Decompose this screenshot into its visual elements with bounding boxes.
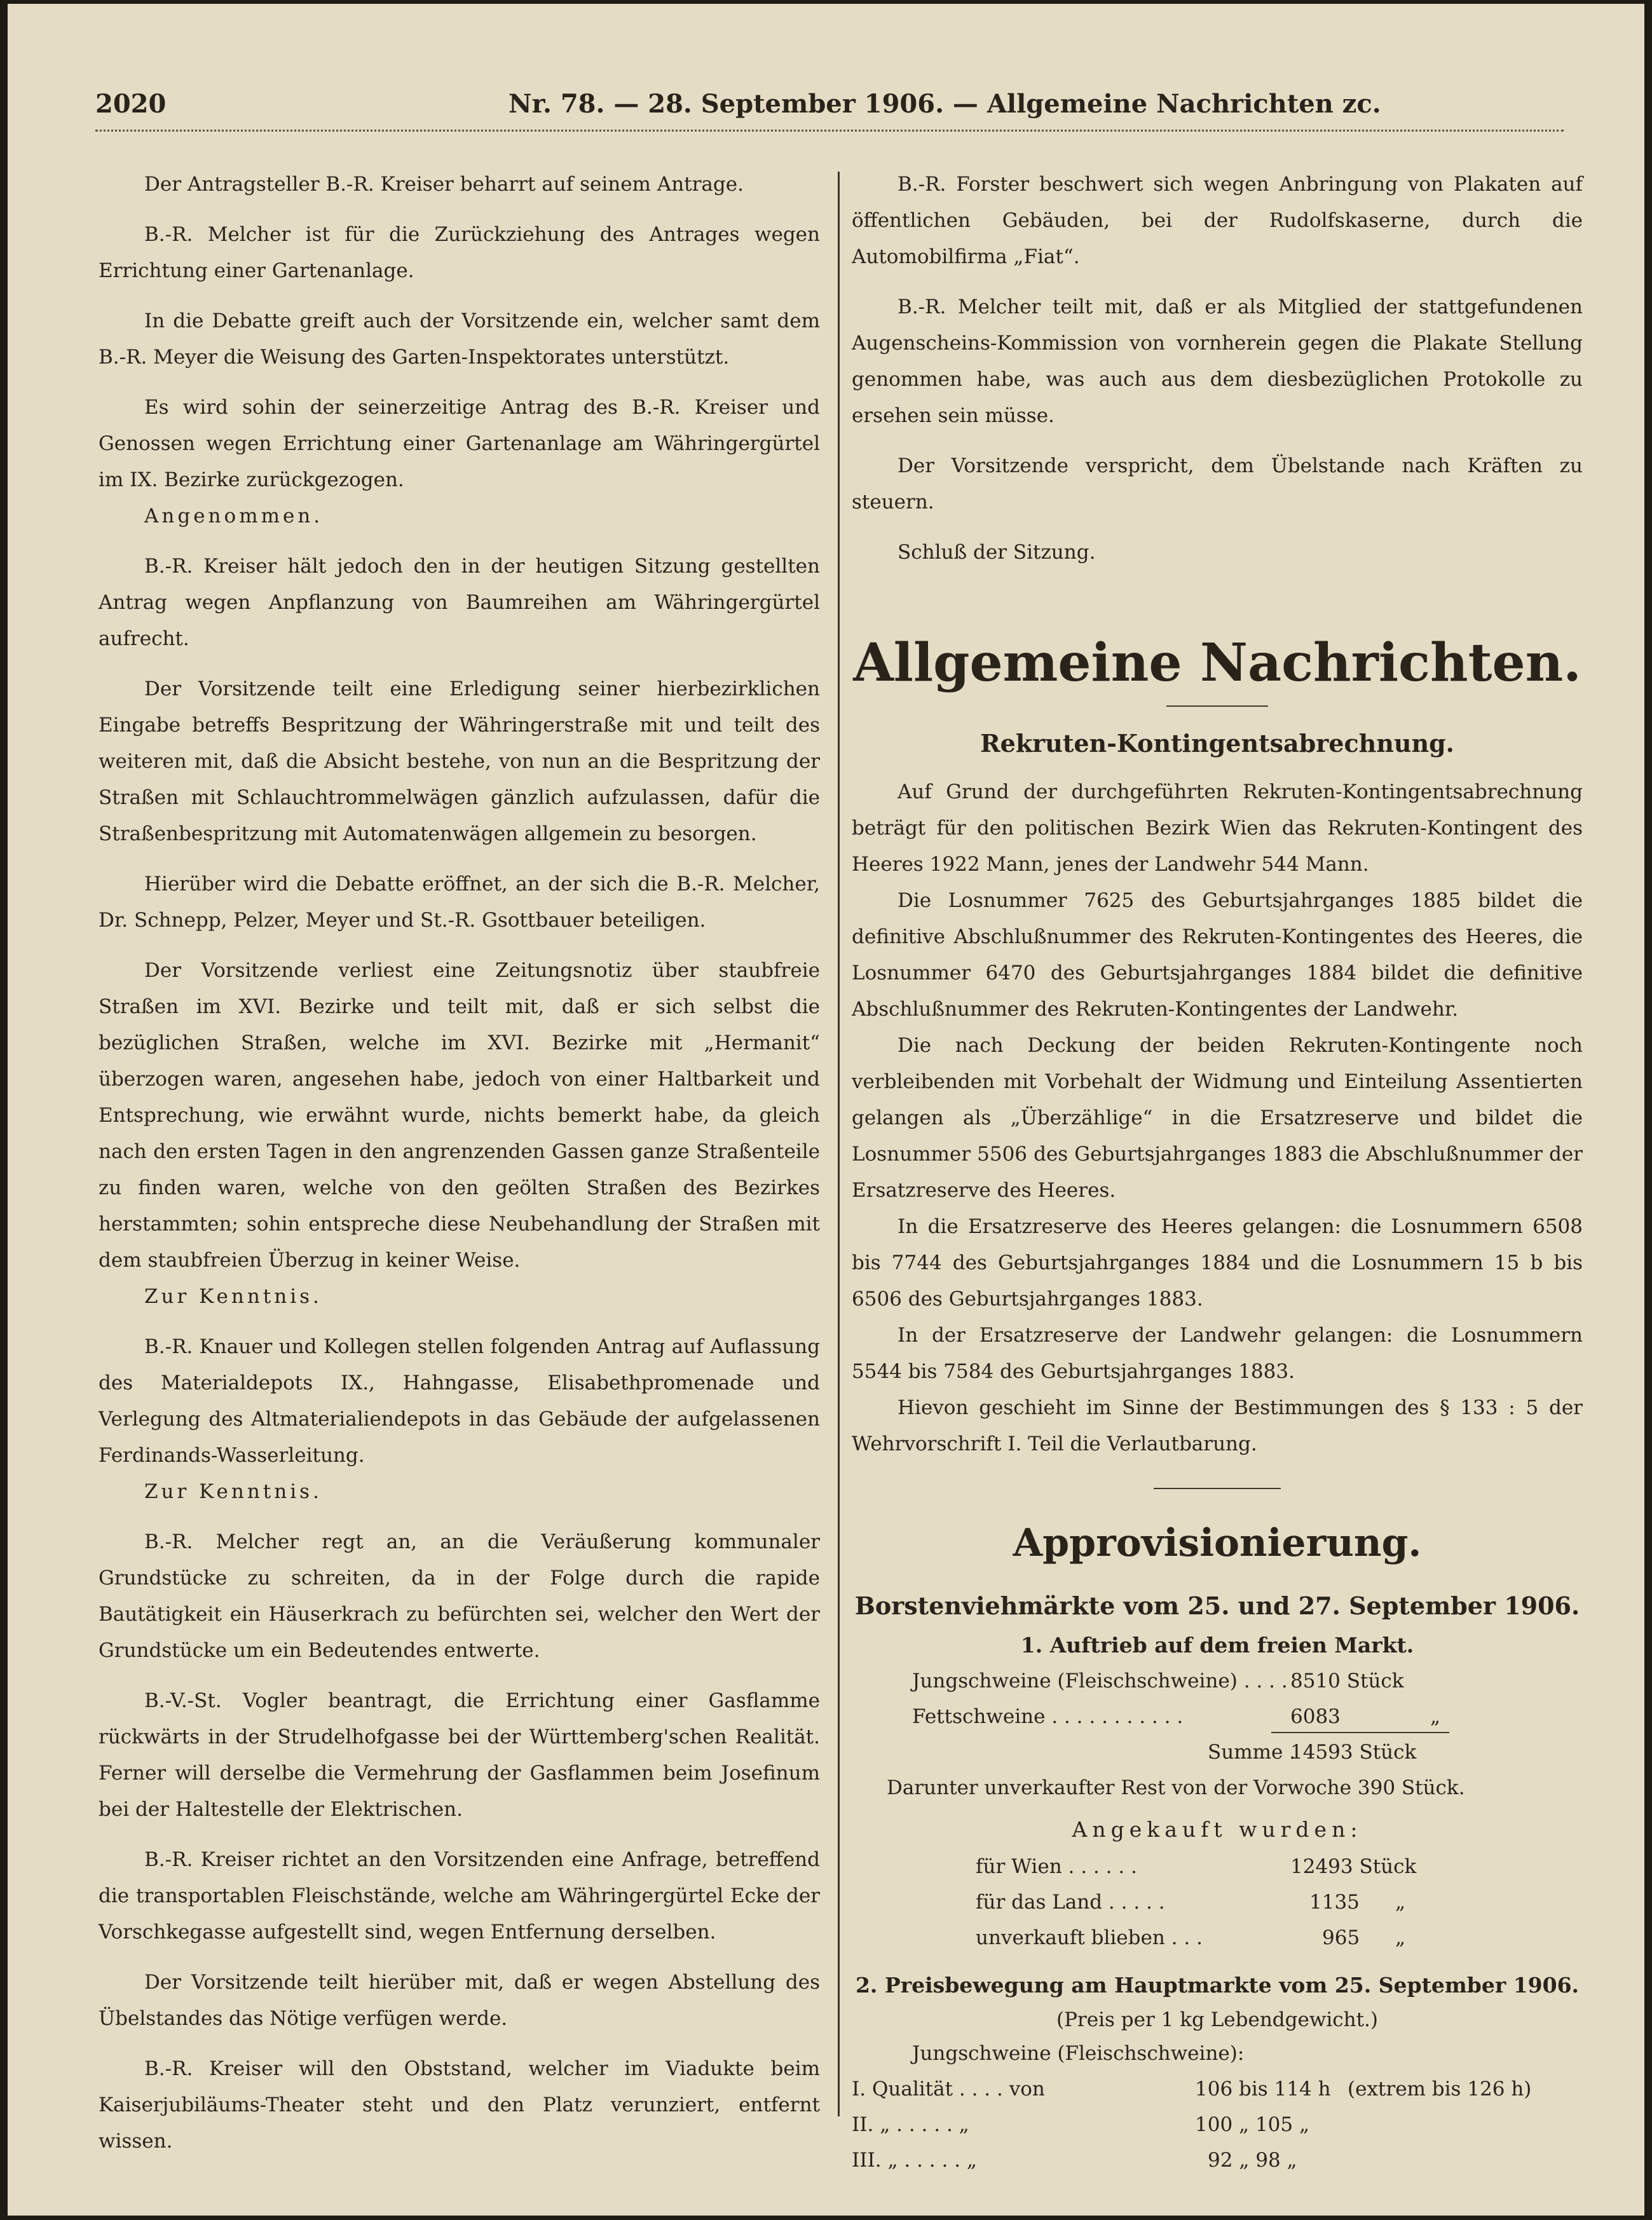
page-header <box>95 89 1564 127</box>
paragraph: B.-R. Kreiser hält jedoch den in der heutigen Sitzung gestellten Antrag wegen Anpflanzung von Baumreihen am Währingergürtel aufrecht. <box>99 555 820 650</box>
paragraph: In die Debatte greift auch der Vorsitzende ein, welcher samt dem B.-R. Meyer die Weisung des Garten-Inspektorates unterstützt. <box>99 310 820 369</box>
resolution-note: Zur Kenntnis. <box>144 1285 322 1308</box>
paragraph: B.-R. Melcher teilt mit, daß er als Mitglied der stattgefundenen Augenscheins-Kommission von vornherein gegen die Plakate Stellung genommen habe, was auch aus dem diesbezüglichen Protokolle zu ersehen sein müsse. <box>852 296 1583 427</box>
subsection-heading: 2. Preisbewegung am Hauptmarkte vom 25. September 1906. <box>855 1973 1580 1998</box>
table-row <box>852 2107 1583 2142</box>
market-heading: Borstenviehmärkte vom 25. und 27. September 1906. <box>854 1591 1580 1620</box>
section-heading: Approvisionierung. <box>1013 1521 1422 1565</box>
row-value: 8510 Stück <box>1290 1670 1404 1692</box>
row-extreme: (extrem bis 126 h) <box>1348 2078 1532 2101</box>
sum-rule <box>1271 1732 1449 1733</box>
header-rule <box>95 130 1564 132</box>
row-unit: „ <box>1395 1926 1406 1949</box>
paragraph: B.-V.-St. Vogler beantragt, die Errichtung einer Gasflamme rückwärts in der Strudelhofgasse bei der Württemberg'schen Realität. Ferner will derselbe die Vermehrung der Gasflammen beim Josefinum bei der Haltestelle der Elektrischen. <box>99 1689 820 1821</box>
table-row <box>852 2142 1583 2178</box>
divider <box>1154 1488 1281 1489</box>
row-value: 1135 <box>1309 1891 1360 1914</box>
row-value: 965 <box>1322 1926 1360 1949</box>
row-value: 92 „ 98 „ <box>1208 2149 1297 2172</box>
supply-table <box>852 1663 1583 1806</box>
row-unit: „ <box>1430 1705 1441 1728</box>
paragraph: In die Ersatzreserve des Heeres gelangen: die Losnummern 6508 bis 7744 des Geburtsjahrganges 1884 und die Losnummern 15 b bis 6506 des Geburtsjahrganges 1883. <box>852 1215 1583 1311</box>
row-label: Jungschweine (Fleischschweine) . . . . <box>912 1670 1288 1692</box>
paragraph: B.-R. Kreiser will den Obststand, welcher im Viadukte beim Kaiserjubiläums-Theater steht und den Platz verunziert, entfernt wissen. <box>99 2057 820 2153</box>
sum-label: Summe . <box>1208 1741 1296 1764</box>
row-unit: „ <box>1395 1891 1406 1914</box>
row-label: III. „ . . . . . „ <box>852 2149 977 2172</box>
table-row <box>852 1920 1583 1956</box>
paragraph: Der Antragsteller B.-R. Kreiser beharrt auf seinem Antrage. <box>144 173 744 196</box>
table-row <box>852 1663 1583 1699</box>
sum-value: 14593 Stück <box>1290 1741 1417 1764</box>
row-value: 106 bis 114 h <box>1195 2078 1331 2101</box>
resolution-note: Angenommen. <box>144 505 324 528</box>
paragraph: Der Vorsitzende verliest eine Zeitungsnotiz über staubfreie Straßen im XVI. Bezirke und teilt mit, daß er sich selbst die bezüglichen Straßen, welche im XVI. Bezirke mit „Hermanit“ überzogen waren, angesehen habe, jedoch von einer Haltbarkeit und Entsprechung, wie erwähnt wurde, nichts bemerkt habe, da gleich nach den ersten Tagen in den angrenzenden Gassen ganze Straßenteile zu finden waren, welche von den geölten Straßen des Bezirkes herstammten; sohin entspreche diese Neubehandlung der Straßen mit dem staubfreien Überzug in keiner Weise. <box>99 959 820 1272</box>
paragraph: B.-R. Melcher ist für die Zurückziehung des Antrages wegen Errichtung einer Gartenanlage. <box>99 223 820 282</box>
row-value: 12493 Stück <box>1290 1855 1417 1878</box>
table-row <box>852 1699 1583 1734</box>
subsection-heading: 1. Auftrieb auf dem freien Markt. <box>1020 1633 1414 1658</box>
paragraph: B.-R. Melcher regt an, an die Veräußerung kommunaler Grundstücke zu schreiten, da in der Folge durch die rapide Bautätigkeit ein Häuserkrach zu befürchten sei, welcher den Wert der Grundstücke um ein Bedeutendes entwerte. <box>99 1530 820 1662</box>
paragraph: Die nach Deckung der beiden Rekruten-Kontingente noch verbleibenden mit Vorbehalt der Widmung und Einteilung Assentierten gelangen als „Überzählige“ in die Ersatzreserve und bildet die Losnummer 5506 des Geburtsjahrganges 1883 die Abschlußnummer der Ersatzreserve des Heeres. <box>852 1034 1583 1202</box>
resolution-note: Zur Kenntnis. <box>144 1480 322 1503</box>
table-row <box>852 1734 1583 1770</box>
table-row <box>852 1770 1583 1806</box>
paragraph: Hievon geschieht im Sinne der Bestimmungen des § 133 : 5 der Wehrvorschrift I. Teil die Verlautbarung. <box>852 1396 1583 1455</box>
row-label: I. Qualität . . . . von <box>852 2078 1045 2101</box>
divider <box>1166 705 1268 707</box>
row-value: 100 „ 105 „ <box>1195 2113 1310 2136</box>
paragraph: Der Vorsitzende teilt eine Erledigung seiner hierbezirklichen Eingabe betreffs Bespritzung der Währingerstraße mit und teilt des weiteren mit, daß die Absicht bestehe, von nun an die Bespritzung der Straßen mit Schlauchtrommelwägen gänzlich aufzulassen, dafür die Straßenbespritzung mit Automatenwägen allgemein zu besorgen. <box>99 678 820 845</box>
row-label: für das Land . . . . . <box>976 1891 1165 1914</box>
paragraph: B.-R. Kreiser richtet an den Vorsitzenden eine Anfrage, betreffend die transportablen Fleischstände, welche am Währingergürtel Ecke der Vorschkegasse aufgestellt sind, wegen Entfernung derselben. <box>99 1848 820 1944</box>
paragraph: B.-R. Forster beschwert sich wegen Anbringung von Plakaten auf öffentlichen Gebäuden, bei der Rudolfskaserne, durch die Automobilfirma „Fiat“. <box>852 173 1583 268</box>
paragraph: B.-R. Knauer und Kollegen stellen folgenden Antrag auf Auflassung des Materialdepots IX., Hahngasse, Elisabethpromenade und Verlegung des Altmaterialiendepots in das Gebäude der aufgelassenen Ferdinands-Wasserleitung. <box>99 1335 820 1467</box>
price-note: (Preis per 1 kg Lebendgewicht.) <box>1056 2008 1379 2031</box>
purchase-table <box>852 1849 1583 1956</box>
page-number: 2020 <box>95 89 167 119</box>
paragraph: Der Vorsitzende verspricht, dem Übelstande nach Kräften zu steuern. <box>852 454 1583 514</box>
column-divider <box>838 172 840 2116</box>
row-label: Fettschweine . . . . . . . . . . . <box>912 1705 1184 1728</box>
paragraph: Es wird sohin der seinerzeitige Antrag des B.-R. Kreiser und Genossen wegen Errichtung einer Gartenanlage am Währingergürtel im IX. Bezirke zurückgezogen. <box>99 396 820 491</box>
paragraph: Die Losnummer 7625 des Geburtsjahrganges 1885 bildet die definitive Abschlußnummer des Rekruten-Kontingentes des Heeres, die Losnummer 6470 des Geburtsjahrganges 1884 bildet die definitive Abschlußnummer des Rekruten-Kontingentes der Landwehr. <box>852 889 1583 1021</box>
right-column <box>852 167 1583 2178</box>
table-row <box>852 2071 1583 2107</box>
rest-note: Darunter unverkaufter Rest von der Vorwoche 390 Stück. <box>887 1776 1465 1799</box>
paragraph: Schluß der Sitzung. <box>898 541 1096 564</box>
header-title: Nr. 78. — 28. September 1906. — Allgemeine Nachrichten zc. <box>509 89 1381 119</box>
paragraph: Hierüber wird die Debatte eröffnet, an der sich die B.-R. Melcher, Dr. Schnepp, Pelzer, Meyer und St.-R. Gsottbauer beteiligen. <box>99 873 820 932</box>
article-heading: Rekruten-Kontingentsabrechnung. <box>980 729 1454 758</box>
paragraph: In der Ersatzreserve der Landwehr gelangen: die Losnummern 5544 bis 7584 des Geburtsjahrganges 1883. <box>852 1324 1583 1383</box>
row-label: II. „ . . . . . „ <box>852 2113 969 2136</box>
table-row <box>852 1884 1583 1920</box>
purchase-heading: Angekauft wurden: <box>1072 1817 1363 1842</box>
row-label: unverkauft blieben . . . <box>976 1926 1203 1949</box>
category-label: Jungschweine (Fleischschweine): <box>912 2042 1245 2065</box>
table-row <box>852 1849 1583 1884</box>
left-column <box>99 167 820 2174</box>
paragraph: Auf Grund der durchgeführten Rekruten-Kontingentsabrechnung beträgt für den politischen Bezirk Wien das Rekruten-Kontingent des Heeres 1922 Mann, jenes der Landwehr 544 Mann. <box>852 780 1583 876</box>
section-heading: Allgemeine Nachrichten. <box>853 632 1581 693</box>
row-value: 6083 <box>1290 1705 1341 1728</box>
paragraph: Der Vorsitzende teilt hierüber mit, daß er wegen Abstellung des Übelstandes das Nötige verfügen werde. <box>99 1971 820 2030</box>
price-table <box>852 2071 1583 2178</box>
row-label: für Wien . . . . . . <box>976 1855 1137 1878</box>
